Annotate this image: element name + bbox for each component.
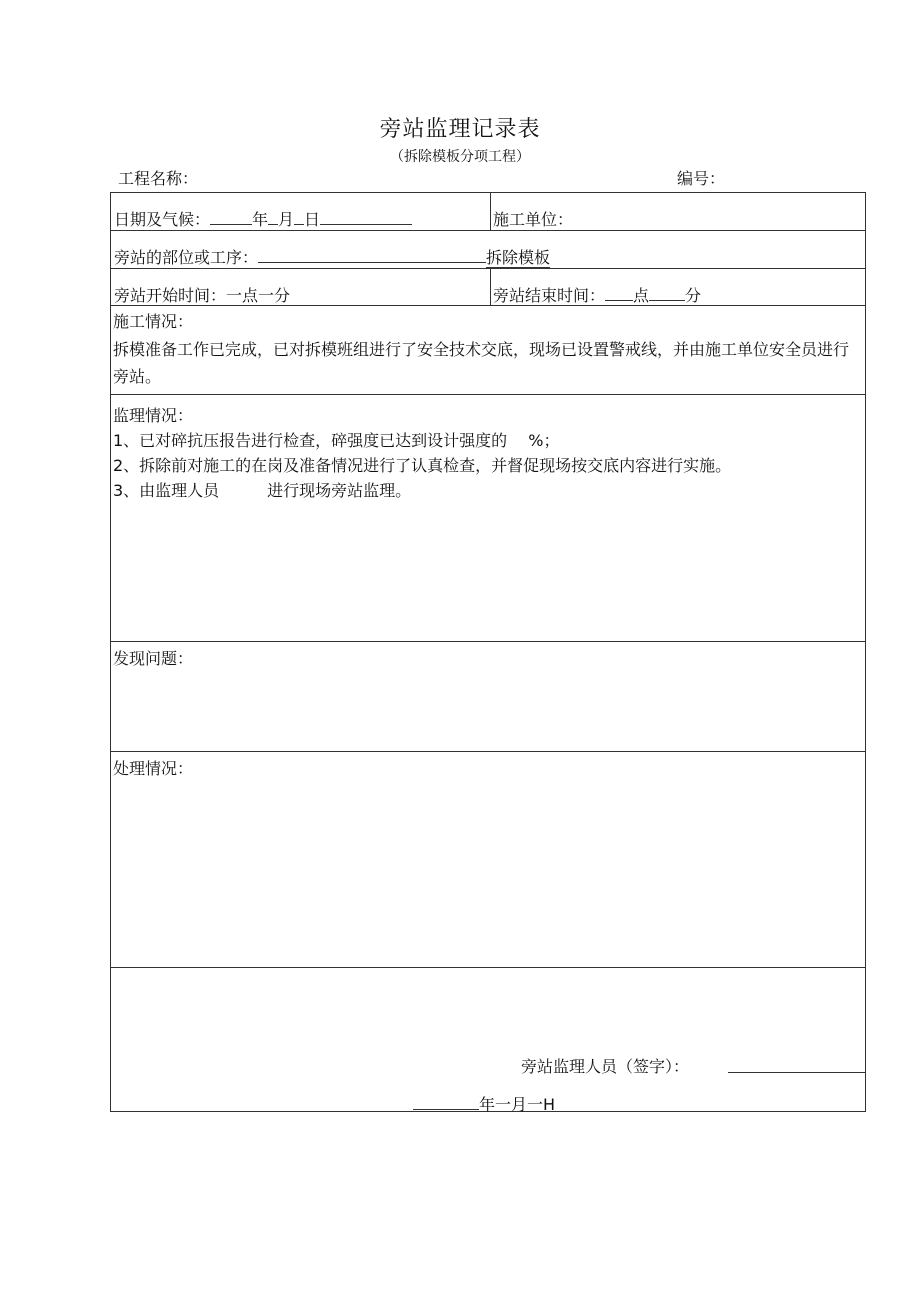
end-minute-label: 分 xyxy=(685,286,702,305)
construction-text: 拆模准备工作已完成，已对拆模班组进行了安全技术交底，现场已设置警戒线，并由施工单位安全员进行旁站。 xyxy=(113,340,850,386)
date-row xyxy=(111,193,865,231)
construction-section xyxy=(111,306,865,395)
weather-blank[interactable] xyxy=(320,209,412,225)
signature-line[interactable] xyxy=(728,1072,866,1073)
record-form xyxy=(110,192,866,1112)
signature-date: 年一月一H xyxy=(479,1095,556,1114)
page-title: 旁站监理记录表 xyxy=(379,117,541,142)
end-hour-label: 点 xyxy=(633,286,650,305)
day-label: 日 xyxy=(304,210,321,229)
end-hour-blank[interactable] xyxy=(605,285,633,301)
end-minute-blank[interactable] xyxy=(649,285,685,301)
supervision-item-2: 2、拆除前对施工的在岗及准备情况进行了认真检查，并督促现场按交底内容进行实施。 xyxy=(113,456,732,475)
year-blank[interactable] xyxy=(210,209,252,225)
number-label: 编号： xyxy=(677,169,726,188)
construction-unit-label: 施工单位： xyxy=(493,210,574,229)
part-label: 旁站的部位或工序： xyxy=(114,248,259,267)
start-time-label: 旁站开始时间： xyxy=(114,286,227,305)
construction-label: 施工情况： xyxy=(113,312,194,331)
signature-label: 旁站监理人员（签字）： xyxy=(521,1057,690,1076)
part-row xyxy=(111,231,865,269)
part-blank[interactable] xyxy=(258,247,486,263)
month-blank[interactable] xyxy=(268,209,278,225)
start-time-value: 一点一分 xyxy=(226,286,291,305)
month-label: 月 xyxy=(278,210,295,229)
problems-section[interactable] xyxy=(111,642,865,752)
signature-section xyxy=(111,968,865,1112)
part-value: 拆除模板 xyxy=(486,248,551,267)
page-subtitle: （拆除模板分项工程） xyxy=(390,149,530,165)
supervision-label: 监理情况： xyxy=(113,406,194,425)
sign-year-blank[interactable] xyxy=(413,1094,479,1110)
year-label: 年 xyxy=(252,210,269,229)
project-name-label: 工程名称： xyxy=(118,169,199,188)
handling-section[interactable] xyxy=(111,752,865,968)
end-time-label: 旁站结束时间： xyxy=(493,286,606,305)
date-weather-label: 日期及气候： xyxy=(114,210,211,229)
day-blank[interactable] xyxy=(294,209,304,225)
supervision-item-1: 1、已对碎抗压报告进行检查，碎强度已达到设计强度的 %； xyxy=(113,431,560,450)
handling-label: 处理情况： xyxy=(113,759,194,778)
supervision-item-3: 3、由监理人员 进行现场旁站监理。 xyxy=(113,481,412,500)
problems-label: 发现问题： xyxy=(113,649,194,668)
time-row xyxy=(111,269,865,306)
supervision-section xyxy=(111,395,865,642)
